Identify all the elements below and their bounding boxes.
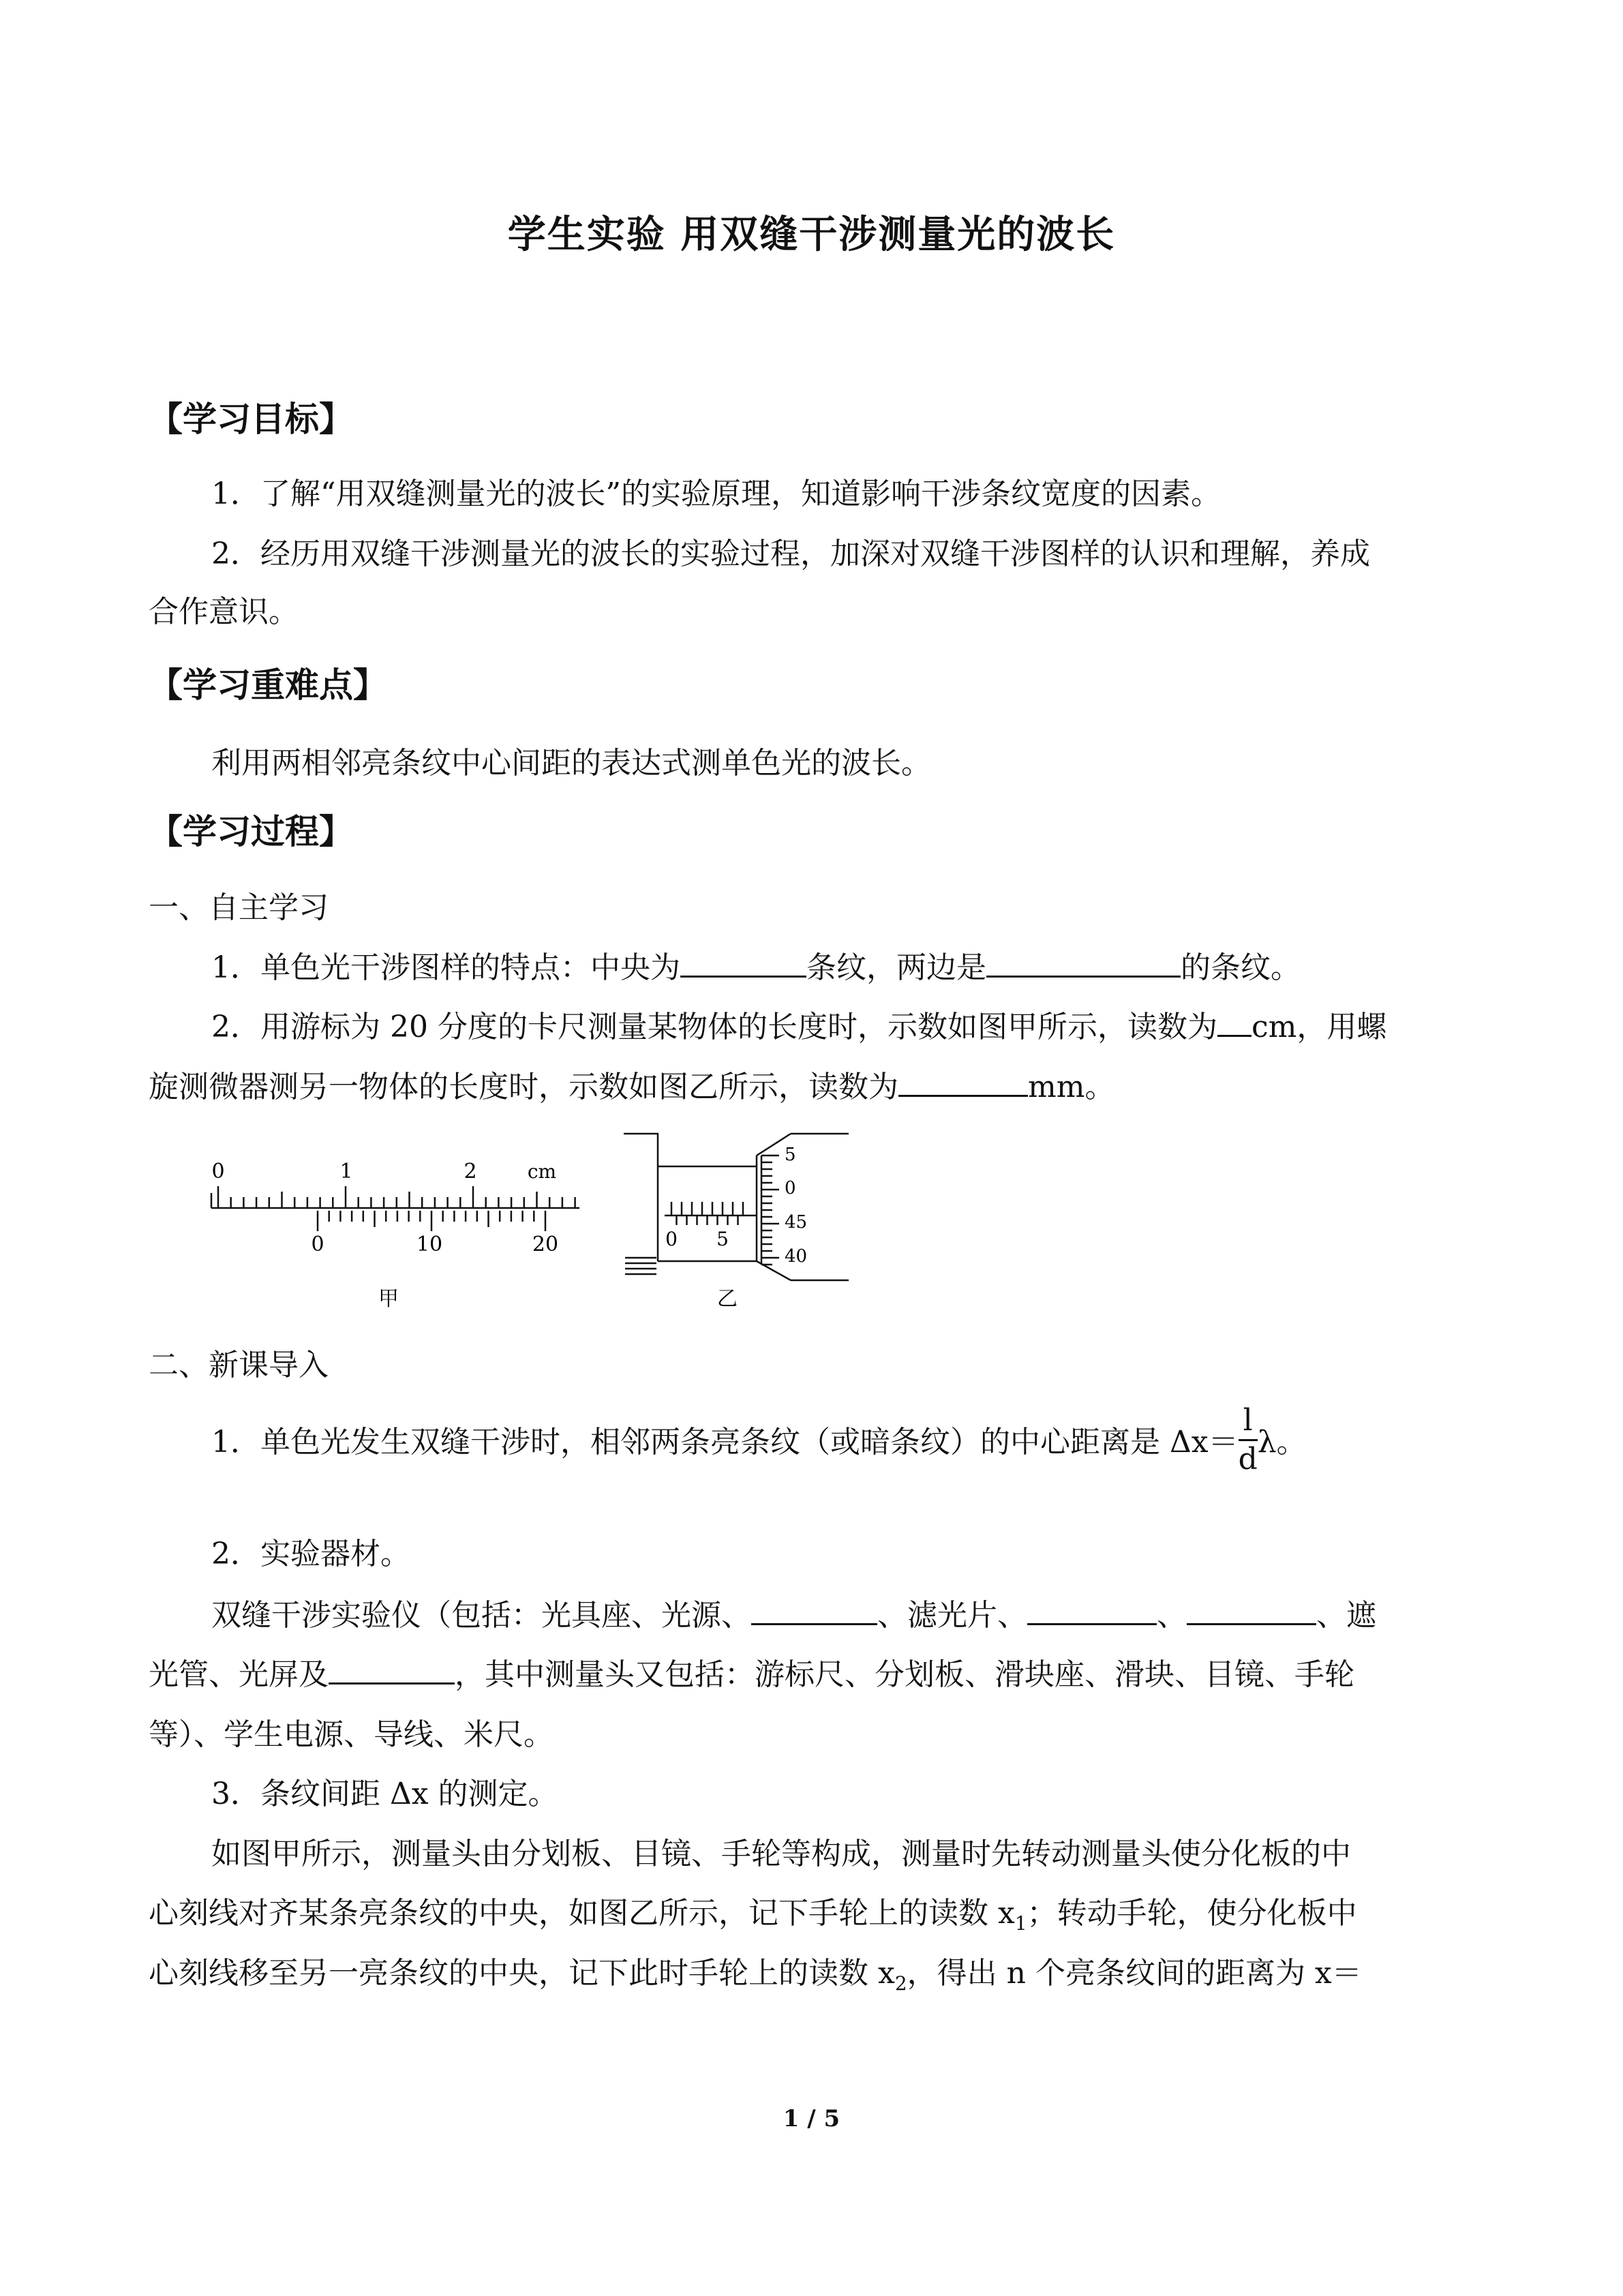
heading-keypoints: 【学习重难点】 (149, 665, 387, 705)
method-text-d: ，得出 n 个亮条纹间的距离为 x＝ (907, 1956, 1362, 1991)
micrometer-frame (624, 1134, 849, 1280)
answer-blank-equipment-1[interactable] (751, 1596, 877, 1625)
goal-item-2-line-2: 合作意识。 (149, 594, 299, 629)
question-2-text-c: 旋测微器测另一物体的长度时，示数如图乙所示，读数为 (149, 1070, 898, 1104)
equipment-text-d: 、遮 (1316, 1598, 1376, 1633)
answer-blank-caliper-reading[interactable] (1217, 1008, 1252, 1037)
micrometer-thimble-label-40: 40 (785, 1246, 808, 1267)
answer-blank-micrometer-reading[interactable] (898, 1068, 1028, 1097)
question-2-text-a: 2．用游标为 20 分度的卡尺测量某物体的长度时，示数如图甲所示，读数为 (211, 1010, 1217, 1044)
part1-title: 一、自主学习 (149, 890, 329, 925)
caliper-figure (204, 1145, 586, 1323)
heading-process: 【学习过程】 (149, 812, 353, 851)
method-line-1: 如图甲所示，测量头由分划板、目镜、手轮等构成，测量时先转动测量头使分化板的中 (211, 1837, 1351, 1871)
answer-blank-equipment-4[interactable] (329, 1655, 455, 1685)
caliper-vernier-scale (318, 1211, 545, 1231)
micrometer-thimble-label-0: 0 (785, 1178, 796, 1198)
goal-item-1: 1．了解“用双缝测量光的波长”的实验原理，知道影响干涉条纹宽度的因素。 (211, 477, 1221, 511)
page-number: 1 / 5 (783, 2105, 840, 2132)
equipment-text-e: 光管、光屏及 (149, 1657, 329, 1692)
equipment-text-a: 双缝干涉实验仪（包括：光具座、光源、 (211, 1598, 751, 1633)
caliper-main-scale (211, 1186, 579, 1208)
equipment-text-c: 、 (1157, 1598, 1187, 1633)
fraction-denominator: d (1238, 1442, 1258, 1477)
fringe-spacing-title: 3．条纹间距 Δx 的测定。 (211, 1777, 558, 1811)
question-1-text-c: 的条纹。 (1181, 950, 1301, 985)
equipment-text-f: ，其中测量头又包括：游标尺、分划板、滑块座、滑块、目镜、手轮 (455, 1657, 1354, 1692)
question-1 (211, 948, 1301, 988)
caliper-caption: 甲 (378, 1287, 399, 1311)
micrometer-sleeve-label-0: 0 (665, 1228, 678, 1250)
goal-item-2-line-1: 2．经历用双缝干涉测量光的波长的实验过程，加深对双缝干涉图样的认识和理解，养成 (211, 537, 1370, 571)
equipment-text-b: 、滤光片、 (877, 1598, 1027, 1633)
caliper-main-label-2: 2 (464, 1160, 477, 1183)
caliper-vernier-label-20: 20 (532, 1233, 559, 1256)
question-2-line-1 (211, 1007, 1386, 1048)
micrometer-thimble-scale (761, 1155, 779, 1265)
micrometer-figure (617, 1128, 869, 1312)
equipment-line-3: 等）、学生电源、导线、米尺。 (149, 1717, 553, 1752)
micrometer-sleeve-label-5: 5 (716, 1228, 729, 1250)
question-1-text-b: 条纹，两边是 (806, 950, 986, 985)
caliper-main-label-1: 1 (339, 1160, 353, 1183)
subscript-1: 1 (1014, 1912, 1027, 1935)
formula-line (211, 1403, 1307, 1482)
part2-title: 二、新课导入 (149, 1348, 329, 1383)
equipment-line-2 (149, 1655, 1354, 1695)
fraction-numerator: l (1239, 1402, 1258, 1441)
formula-text-a: 1．单色光发生双缝干涉时，相邻两条亮条纹（或暗条纹）的中心距离是 Δx＝ (211, 1425, 1239, 1460)
method-text-c: 心刻线移至另一亮条纹的中央，记下此时手轮上的读数 x (149, 1956, 895, 1991)
caliper-main-label-unit: cm (527, 1160, 557, 1183)
equipment-line-1 (211, 1595, 1376, 1636)
micrometer-thimble-label-45: 45 (785, 1212, 808, 1233)
question-2-text-b: cm，用螺 (1251, 1010, 1387, 1044)
caliper-main-label-0: 0 (211, 1160, 225, 1183)
question-2-line-2 (149, 1067, 1114, 1108)
answer-blank-center-fringe[interactable] (680, 948, 806, 978)
keypoints-text: 利用两相邻亮条纹中心间距的表达式测单色光的波长。 (211, 746, 931, 781)
caliper-vernier-label-10: 10 (416, 1233, 443, 1256)
page-title: 学生实验 用双缝干涉测量光的波长 (507, 213, 1116, 257)
formula-text-b: λ。 (1257, 1425, 1307, 1460)
heading-goals: 【学习目标】 (149, 399, 353, 439)
equipment-title: 2．实验器材。 (211, 1537, 410, 1571)
answer-blank-equipment-2[interactable] (1027, 1596, 1157, 1625)
micrometer-sleeve-scale (665, 1202, 757, 1225)
method-text-b: ；转动手轮，使分化板中 (1027, 1896, 1357, 1931)
method-line-3 (149, 1953, 1362, 2004)
answer-blank-side-fringes[interactable] (986, 948, 1181, 978)
micrometer-anvil (625, 1258, 656, 1274)
question-1-text-a: 1．单色光干涉图样的特点：中央为 (211, 950, 680, 985)
question-2-text-d: mm。 (1028, 1070, 1115, 1104)
micrometer-caption: 乙 (717, 1287, 738, 1311)
caliper-vernier-label-0: 0 (311, 1233, 324, 1256)
method-text-a: 心刻线对齐某条亮条纹的中央，如图乙所示，记下手轮上的读数 x (149, 1896, 1015, 1931)
micrometer-thimble-label-5: 5 (785, 1145, 796, 1165)
answer-blank-equipment-3[interactable] (1187, 1596, 1316, 1625)
method-line-2 (149, 1893, 1357, 1944)
fraction-l-over-d (1239, 1402, 1258, 1478)
subscript-2: 2 (894, 1972, 907, 1995)
